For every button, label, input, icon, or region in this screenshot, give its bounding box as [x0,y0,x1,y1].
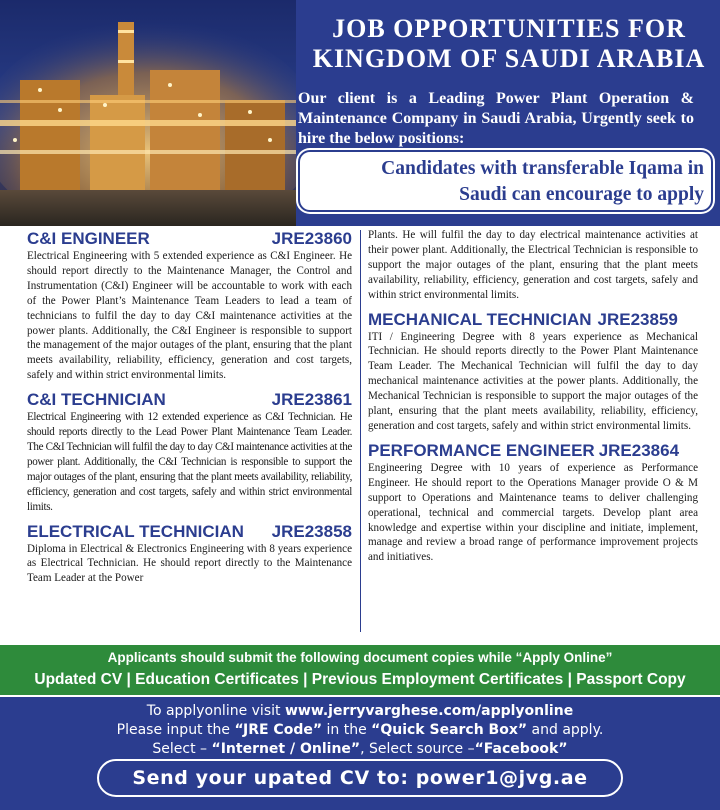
apply-line-1 [0,702,720,721]
iqama-line-1: Candidates with transferable Iqama in [381,158,704,179]
job-title: C&I ENGINEER [27,229,150,248]
column-divider [360,230,361,632]
apply-input-label: Please input the [116,722,235,738]
iqama-callout [298,150,713,212]
job-description: ITI / Engineering Degree with 8 years experience as Mechanical Technician. He should reports directly to the Power Plant Maintenance Team Leader. The Mechanical Technician will fulfil the day to day mechanical maintenance activities at the power plants. Additionally, the Mechanical Technician is responsible to support the major outages of the plant, ensuring that the plant meets availability, reliability, efficiency, generation and cost targets, safely and within strict environmental limits. [368,330,698,432]
power-plant-image [0,0,296,226]
apply-suffix-label: and apply. [527,722,604,738]
apply-line-3 [0,740,720,759]
iqama-line-2: Saudi can encourage to apply [459,184,704,205]
send-cv-label: Send your upated CV to: [132,767,416,789]
select-source-label: , Select source – [360,741,475,757]
job-description: Diploma in Electrical & Electronics Engineering with 8 years experience as Electrical Technician. He should report directly to the Maintenance Team Leader at the Power [27,542,352,585]
apply-in-label: in the [322,722,372,738]
apply-visit-label: To applyonline visit [146,703,285,719]
title-line-1: JOB OPPORTUNITIES FOR [332,14,686,43]
title-line-2: KINGDOM OF SAUDI ARABIA [312,44,706,73]
documents-list: Updated CV | Education Certificates | Previous Employment Certificates | Passport Copy [34,671,686,688]
job-title: MECHANICAL TECHNICIAN [368,309,592,329]
job-heading [368,440,698,461]
job-title: C&I TECHNICIAN [27,390,166,410]
quick-search-label: “Quick Search Box” [371,722,528,738]
job-title: ELECTRICAL TECHNICIAN [27,521,244,541]
apply-line-2 [0,721,720,740]
job-code: JRE23860 [271,229,352,248]
page-title [298,14,720,74]
job-description: Electrical Engineering with 5 extended experience as C&I Engineer. He should report directly to the Maintenance Manager, the Control and Instrumentation (C&I) Engineer will be accountable to work with each of the Power Plant’s Maintenance Team Leaders to lead a team of technicians to fulfil the day to day C&I maintenance activities at the power plants. Additionally, the C&I Engineer is responsible to support the management of the major outages of the plant, ensuring that the plant meets availability, reliability, efficiency, generation and cost targets, safely and within strict environmental limits. [27,250,352,382]
facebook-label: “Facebook” [474,741,568,757]
apply-url-link[interactable]: www.jerryvarghese.com/applyonline [284,703,574,719]
job-heading [27,521,352,542]
job-code: JRE23859 [597,309,678,329]
job-heading [27,389,352,410]
send-cv-box [97,759,623,797]
job-heading [27,228,352,249]
left-column [0,226,360,642]
jre-code-label: “JRE Code” [234,722,323,738]
header-banner [0,0,720,226]
job-heading [368,309,698,330]
iqama-text [300,156,704,208]
internet-online-label: “Internet / Online” [211,741,361,757]
apply-footer [0,697,720,810]
select-label: Select – [152,741,212,757]
job-description-continued: Plants. He will fulfil the day to day electrical maintenance activities at their power plant. Additionally, the Electrical Technician is responsible to support the major outages of the plant, ensuring that the plant meets availability, reliability, efficiency, generation and cost targets, safely and within strict environmental limits. [368,229,698,301]
job-description: Engineering Degree with 10 years of experience as Performance Engineer. He should report to the Operations Manager provide O & M support to Operations and Maintenance teams to deliver challenging operational, technical and commercial targets. Develop plant area knowledge and expertise within your discipline and initiate, implement, manage and review a broad range of performance improvement projects and initiatives. [368,461,698,564]
power-plant-photo [0,0,296,226]
intro-text: Our client is a Leading Power Plant Operation & Maintenance Company in Saudi Arabia, Urgently seek to hire the below positions: [298,90,694,147]
email-link[interactable]: power1@jvg.ae [415,767,588,789]
job-description: Electrical Engineering with 12 extended experience as C&I Technician. He should reports directly to the Lead Power Plant Maintenance Team Leader. The C&I Technician will fulfil the day to day C&I maintenance activities at the power plant. Additionally, the C&I Technician is responsible to support the major outages of the plant, ensuring that the plant meets availability, reliability, efficiency, generation and cost targets, safely and within strict environmental limits. [27,411,352,513]
documents-band [0,645,720,695]
job-code: JRE23864 [598,440,680,460]
job-code: JRE23861 [271,390,352,410]
right-column [363,226,720,642]
job-code: JRE23858 [271,521,352,541]
documents-intro: Applicants should submit the following document copies while “Apply Online” [107,650,613,665]
job-title: PERFORMANCE ENGINEER [368,440,595,460]
